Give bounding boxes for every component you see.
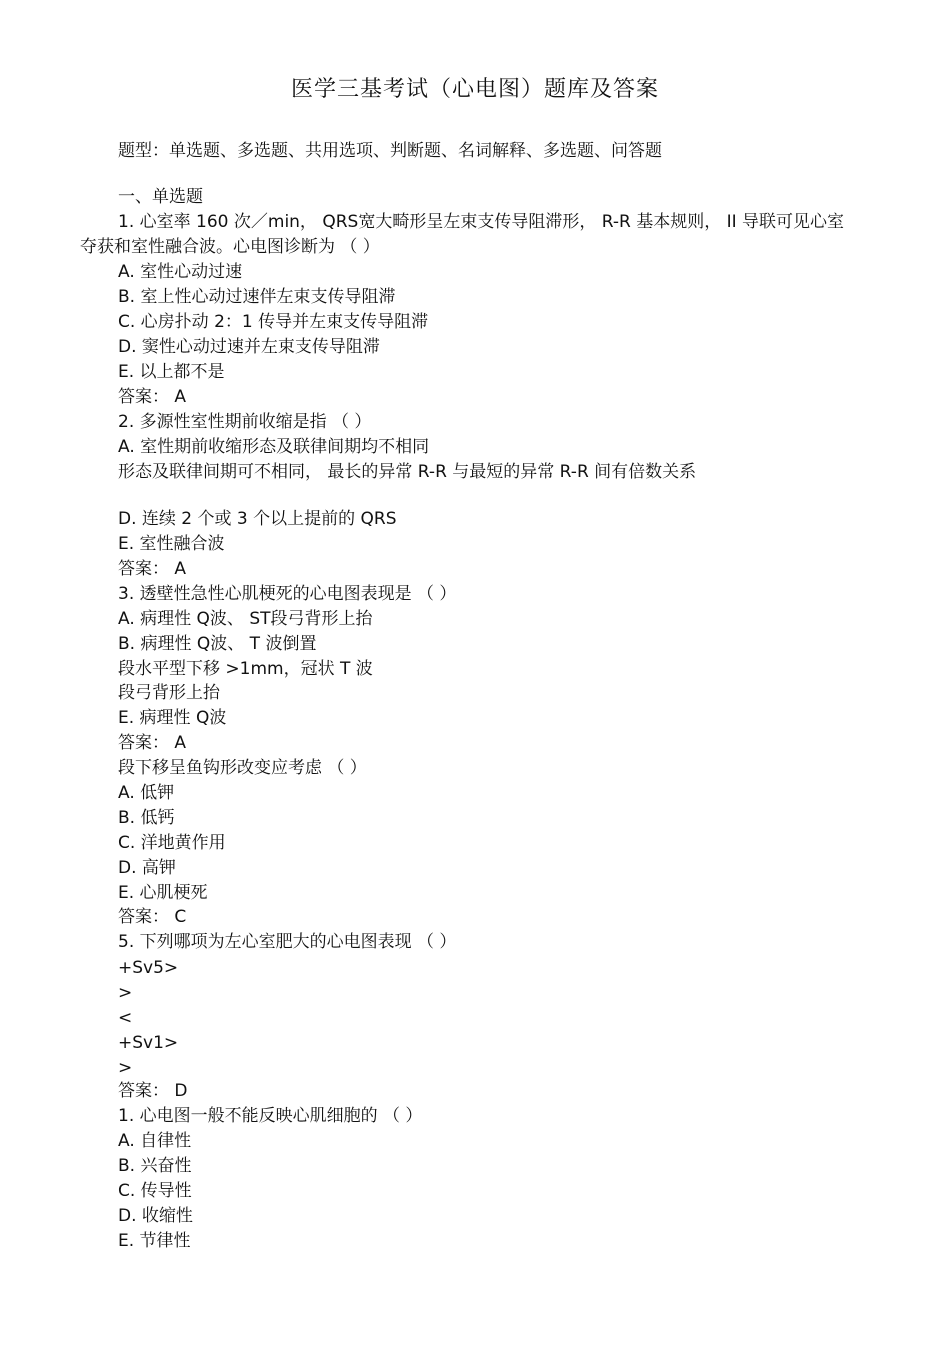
answer-line: 答案： A (118, 559, 187, 579)
option-line: 形态及联律间期可不相同， 最长的异常 R-R 与最短的异常 R-R 间有倍数关系 (118, 462, 697, 482)
option-line: C. 洋地黄作用 (118, 833, 226, 853)
option-line: A. 室性心动过速 (118, 262, 243, 282)
option-line: A. 室性期前收缩形态及联律间期均不相同 (118, 437, 430, 457)
option-line: +Sv1> (118, 1033, 179, 1053)
option-line: B. 兴奋性 (118, 1156, 192, 1176)
document-title: 医学三基考试（心电图）题库及答案 (290, 77, 659, 102)
question-1-stem-cont: 夺获和室性融合波。心电图诊断为 （ ） (80, 237, 380, 257)
option-line: A. 病理性 Q波、 ST段弓背形上抬 (118, 609, 373, 629)
option-line: > (118, 983, 133, 1003)
option-line: < (118, 1008, 133, 1028)
option-line: A. 低钾 (118, 783, 175, 803)
answer-line: 答案： A (118, 387, 187, 407)
answer-line: 答案： A (118, 733, 187, 753)
question-4-stem: 段下移呈鱼钩形改变应考虑 （ ） (118, 758, 367, 778)
option-line: B. 病理性 Q波、 T 波倒置 (118, 634, 317, 654)
option-line: B. 低钙 (118, 808, 175, 828)
option-line: D. 窦性心动过速并左束支传导阻滞 (118, 337, 380, 357)
option-line: C. 心房扑动 2：1 传导并左束支传导阻滞 (118, 312, 429, 332)
option-line: E. 节律性 (118, 1231, 191, 1251)
question-1-stem: 1. 心室率 160 次／min， QRS宽大畸形呈左束支传导阻滞形， R-R 基本规则， II 导联可见心室 (118, 212, 845, 232)
option-line: E. 病理性 Q波 (118, 708, 227, 728)
option-line: D. 连续 2 个或 3 个以上提前的 QRS (118, 509, 397, 529)
question-5-stem: 5. 下列哪项为左心室肥大的心电图表现 （ ） (118, 932, 457, 952)
answer-line: 答案： D (118, 1081, 188, 1101)
question-types-line: 题型：单选题、多选题、共用选项、判断题、名词解释、多选题、问答题 (118, 141, 662, 161)
question-3-stem: 3. 透壁性急性心肌梗死的心电图表现是 （ ） (118, 584, 457, 604)
option-line: E. 心肌梗死 (118, 883, 208, 903)
question-6-stem: 1. 心电图一般不能反映心肌细胞的 （ ） (118, 1106, 423, 1126)
option-line: B. 室上性心动过速伴左束支传导阻滞 (118, 287, 396, 307)
option-line: A. 自律性 (118, 1131, 192, 1151)
answer-line: 答案： C (118, 907, 187, 927)
option-line: > (118, 1058, 133, 1078)
option-line: C. 传导性 (118, 1181, 192, 1201)
option-line: E. 以上都不是 (118, 362, 225, 382)
question-2-stem: 2. 多源性室性期前收缩是指 （ ） (118, 412, 372, 432)
option-line: +Sv5> (118, 958, 179, 978)
option-line: 段弓背形上抬 (118, 683, 220, 703)
section-heading: 一、单选题 (118, 187, 203, 207)
option-line: D. 收缩性 (118, 1206, 193, 1226)
option-line: D. 高钾 (118, 858, 176, 878)
option-line: 段水平型下移 >1mm，冠状 T 波 (118, 659, 373, 679)
option-line: E. 室性融合波 (118, 534, 225, 554)
